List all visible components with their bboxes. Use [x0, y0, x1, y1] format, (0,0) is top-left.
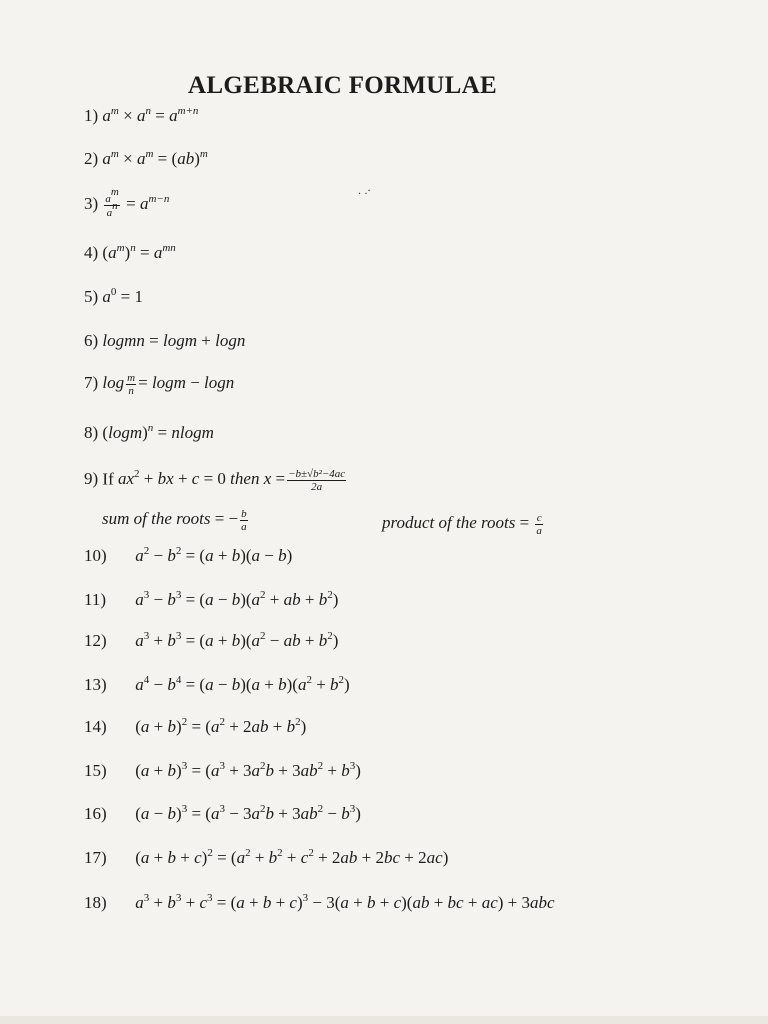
formula-number: 16): [84, 804, 107, 823]
sum-of-roots: sum of the roots = − $\frac{b}{a}$: [102, 508, 247, 533]
formula-number: 2): [84, 149, 99, 168]
formula-17: 17) $(a + b + c)^2 = (a^2 + b^2 + c^2 + 2ab + 2bc + 2ac)$: [84, 847, 449, 867]
formula-number: 11): [84, 590, 107, 609]
formula-number: 1): [84, 106, 99, 125]
stray-mark: . .·: [358, 186, 371, 197]
formula-7: 7) log $\frac{m}{n}$ = logm − logn: [84, 372, 235, 397]
formula-2: 2) $a^m \times a^m = (ab)^m$: [84, 148, 208, 168]
formula-12: 12) $a^3 + b^3 = (a + b)(a^2$ − ab + $b^2$): [84, 630, 339, 650]
formula-5: 5) $a^0 = 1$: [84, 286, 144, 306]
page-title: ALGEBRAIC FORMULAE: [188, 72, 497, 99]
formula-number: 4): [84, 243, 99, 262]
formula-number: 7): [84, 373, 99, 393]
formula-number: 6): [84, 331, 99, 350]
formula-3: 3) $\frac{a^m}{a^n}$ = $a^{m-n}$: [84, 186, 170, 219]
formula-6: 6) logmn = logm + logn: [84, 331, 246, 350]
formula-number: 18): [84, 893, 107, 912]
formula-8: 8) $(\log m)^n = nlogm$: [84, 422, 214, 442]
page-bottom-edge: [0, 1016, 768, 1024]
formula-10: 10) $a^2 - b^2 = (a + b)(a - b)$: [84, 545, 293, 565]
formula-16: 16) $(a - b)^3 = (a^3 - 3a^2b + 3ab^2 - b^3)$: [84, 803, 361, 823]
formula-number: 12): [84, 631, 107, 650]
formula-number: 15): [84, 761, 107, 780]
formula-number: 5): [84, 287, 99, 306]
formula-1: 1) $a^m \times a^n = a^{m+n}$: [84, 105, 199, 125]
product-of-roots: product of the roots = $\frac{c}{a}$: [382, 512, 542, 537]
formula-11: 11) $a^3 - b^3 = (a - b)(a^2$ + ab + $b^2$): [84, 589, 339, 609]
formula-number: 3): [84, 194, 99, 214]
formula-18: 18) $a^3 + b^3 + c^3 = (a + b + c)^3 - 3(a + b + c)(ab$ + bc + ac) + 3abc: [84, 892, 555, 912]
formula-number: 8): [84, 423, 99, 442]
formula-9: 9) If $ax^2$ + bx + c = 0 then x = $\frac{\text{−b±√b²−4ac}}{2a}$: [84, 468, 346, 493]
formula-13: 13) $a^4 - b^4 = (a - b)(a + b)(a^2 + b^2)$: [84, 674, 350, 694]
formula-number: 10): [84, 546, 107, 565]
formula-14: 14) $(a + b)^2 = (a^2 + 2ab + b^2)$: [84, 716, 307, 736]
formula-number: 17): [84, 848, 107, 867]
formula-number: 9): [84, 469, 99, 489]
formula-15: 15) $(a + b)^3 = (a^3 + 3a^2b + 3ab^2 + b^3)$: [84, 760, 361, 780]
formula-4: 4) $(a^m)^n = a^{mn}$: [84, 242, 176, 262]
formula-number: 13): [84, 675, 107, 694]
formula-number: 14): [84, 717, 107, 736]
